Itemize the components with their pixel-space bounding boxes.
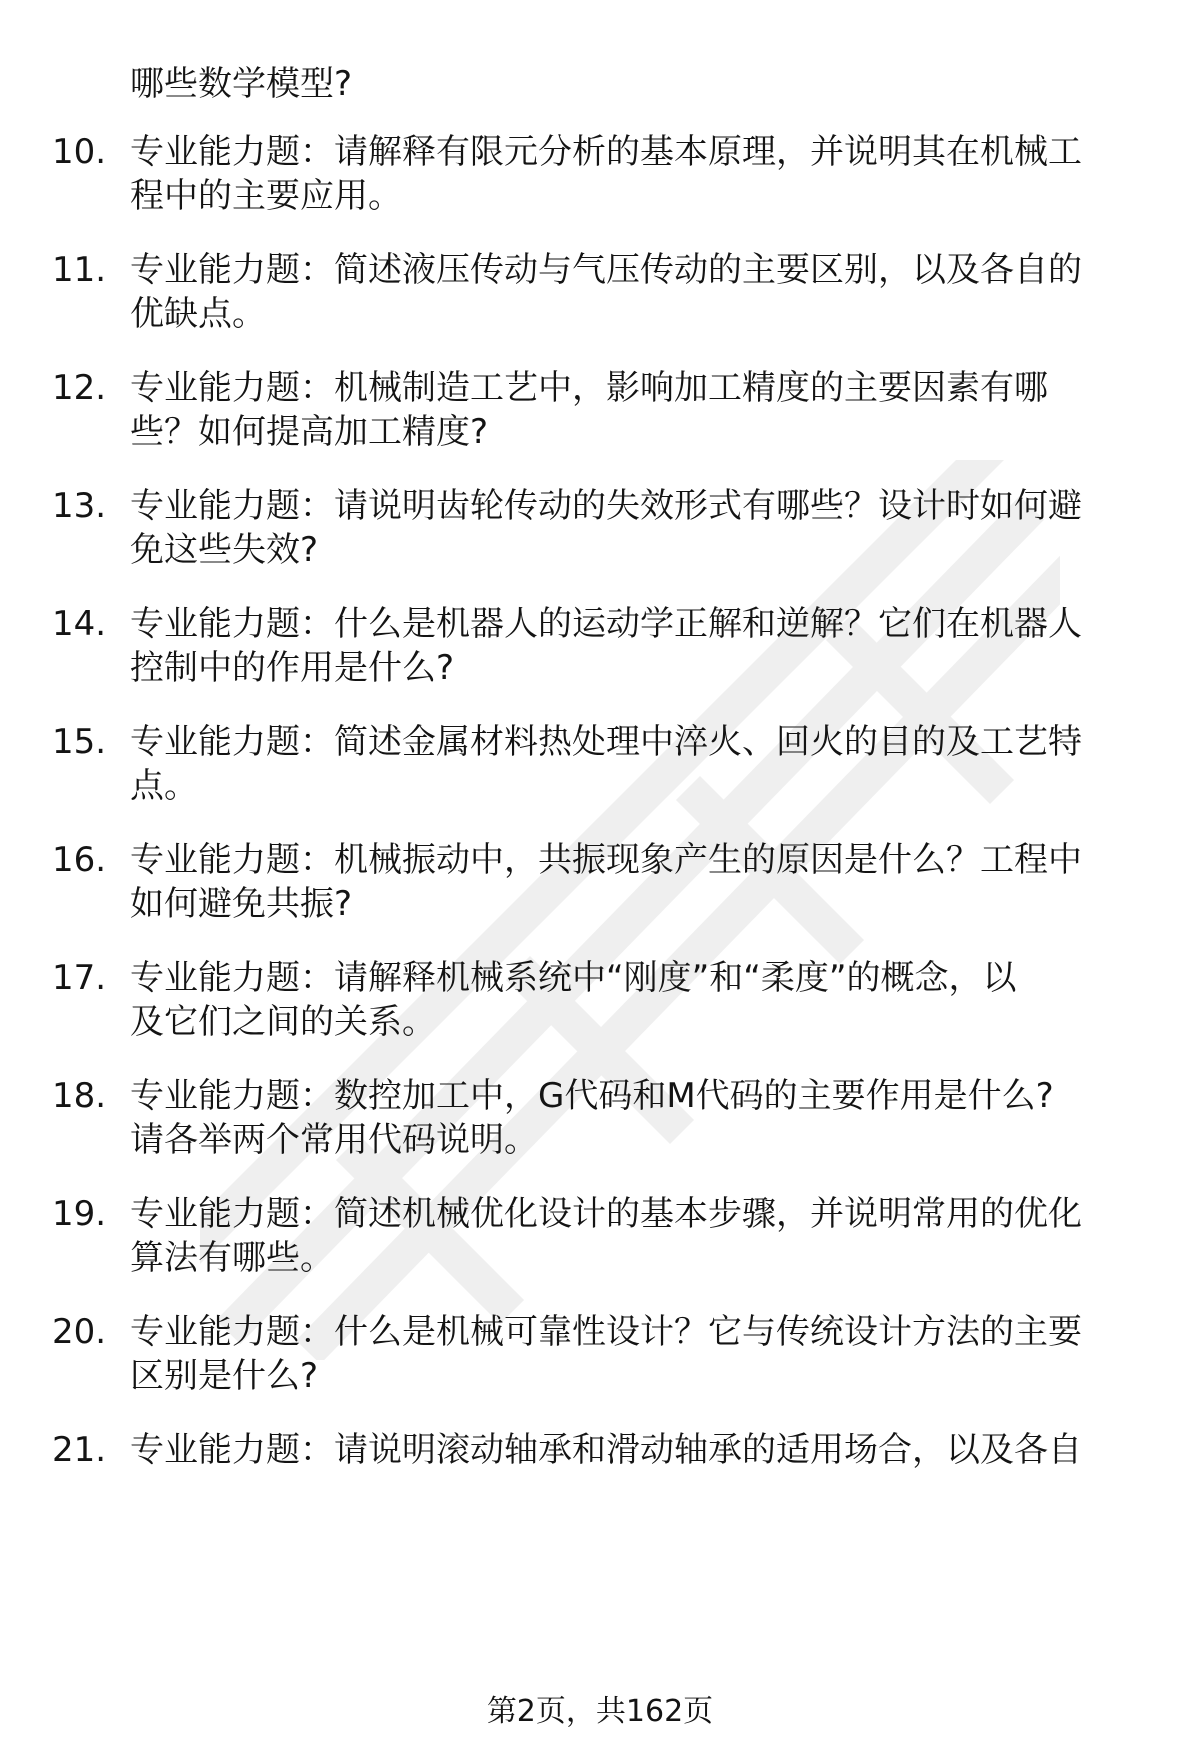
question-line: 区别是什么? <box>130 1356 319 1396</box>
question-line: 程中的主要应用。 <box>130 176 402 216</box>
question-text <box>130 1310 1162 1398</box>
question-line: 些？如何提高加工精度? <box>130 412 489 452</box>
question-line: 专业能力题：什么是机器人的运动学正解和逆解？它们在机器人 <box>130 604 1082 644</box>
question-text <box>130 1074 1162 1162</box>
question-text <box>130 484 1162 572</box>
question-continuation: 哪些数学模型? <box>130 64 353 104</box>
question-line: 点。 <box>130 766 198 806</box>
question-line: 算法有哪些。 <box>130 1238 334 1278</box>
question-number: 20. <box>52 1312 107 1352</box>
question-line: 专业能力题：请解释有限元分析的基本原理，并说明其在机械工 <box>130 132 1082 172</box>
question-number: 17. <box>52 958 107 998</box>
question-text <box>130 366 1162 454</box>
question-line: 专业能力题：简述机械优化设计的基本步骤，并说明常用的优化 <box>130 1194 1082 1234</box>
question-line: 专业能力题：数控加工中，G代码和M代码的主要作用是什么? <box>130 1076 1054 1116</box>
question-number: 11. <box>52 250 107 290</box>
question-number: 21. <box>52 1430 107 1470</box>
question-number: 19. <box>52 1194 107 1234</box>
question-text <box>130 130 1162 218</box>
question-number: 18. <box>52 1076 107 1116</box>
question-text <box>130 956 1162 1044</box>
question-number: 15. <box>52 722 107 762</box>
question-line: 专业能力题：机械振动中，共振现象产生的原因是什么？工程中 <box>130 840 1082 880</box>
question-line: 免这些失效? <box>130 530 319 570</box>
question-number: 16. <box>52 840 107 880</box>
question-line: 优缺点。 <box>130 294 266 334</box>
question-number: 13. <box>52 486 107 526</box>
question-text <box>130 838 1162 926</box>
question-line: 专业能力题：什么是机械可靠性设计？它与传统设计方法的主要 <box>130 1312 1082 1352</box>
question-text <box>130 1428 1162 1472</box>
question-line: 专业能力题：请解释机械系统中“刚度”和“柔度”的概念，以 <box>130 958 1017 998</box>
question-line: 专业能力题：简述液压传动与气压传动的主要区别，以及各自的 <box>130 250 1082 290</box>
question-line: 专业能力题：简述金属材料热处理中淬火、回火的目的及工艺特 <box>130 722 1082 762</box>
question-text <box>130 1192 1162 1280</box>
question-line: 专业能力题：请说明滚动轴承和滑动轴承的适用场合，以及各自 <box>130 1430 1082 1470</box>
question-number: 14. <box>52 604 107 644</box>
question-line: 如何避免共振? <box>130 884 353 924</box>
question-line: 专业能力题：请说明齿轮传动的失效形式有哪些？设计时如何避 <box>130 486 1082 526</box>
question-number: 10. <box>52 132 107 172</box>
question-line: 及它们之间的关系。 <box>130 1002 436 1042</box>
question-number: 12. <box>52 368 107 408</box>
question-line: 控制中的作用是什么? <box>130 648 455 688</box>
page-footer: 第2页，共162页 <box>486 1694 714 1729</box>
question-text <box>130 720 1162 808</box>
question-line: 请各举两个常用代码说明。 <box>130 1120 538 1160</box>
question-text <box>130 602 1162 690</box>
question-text <box>130 248 1162 336</box>
question-line: 专业能力题：机械制造工艺中，影响加工精度的主要因素有哪 <box>130 368 1048 408</box>
